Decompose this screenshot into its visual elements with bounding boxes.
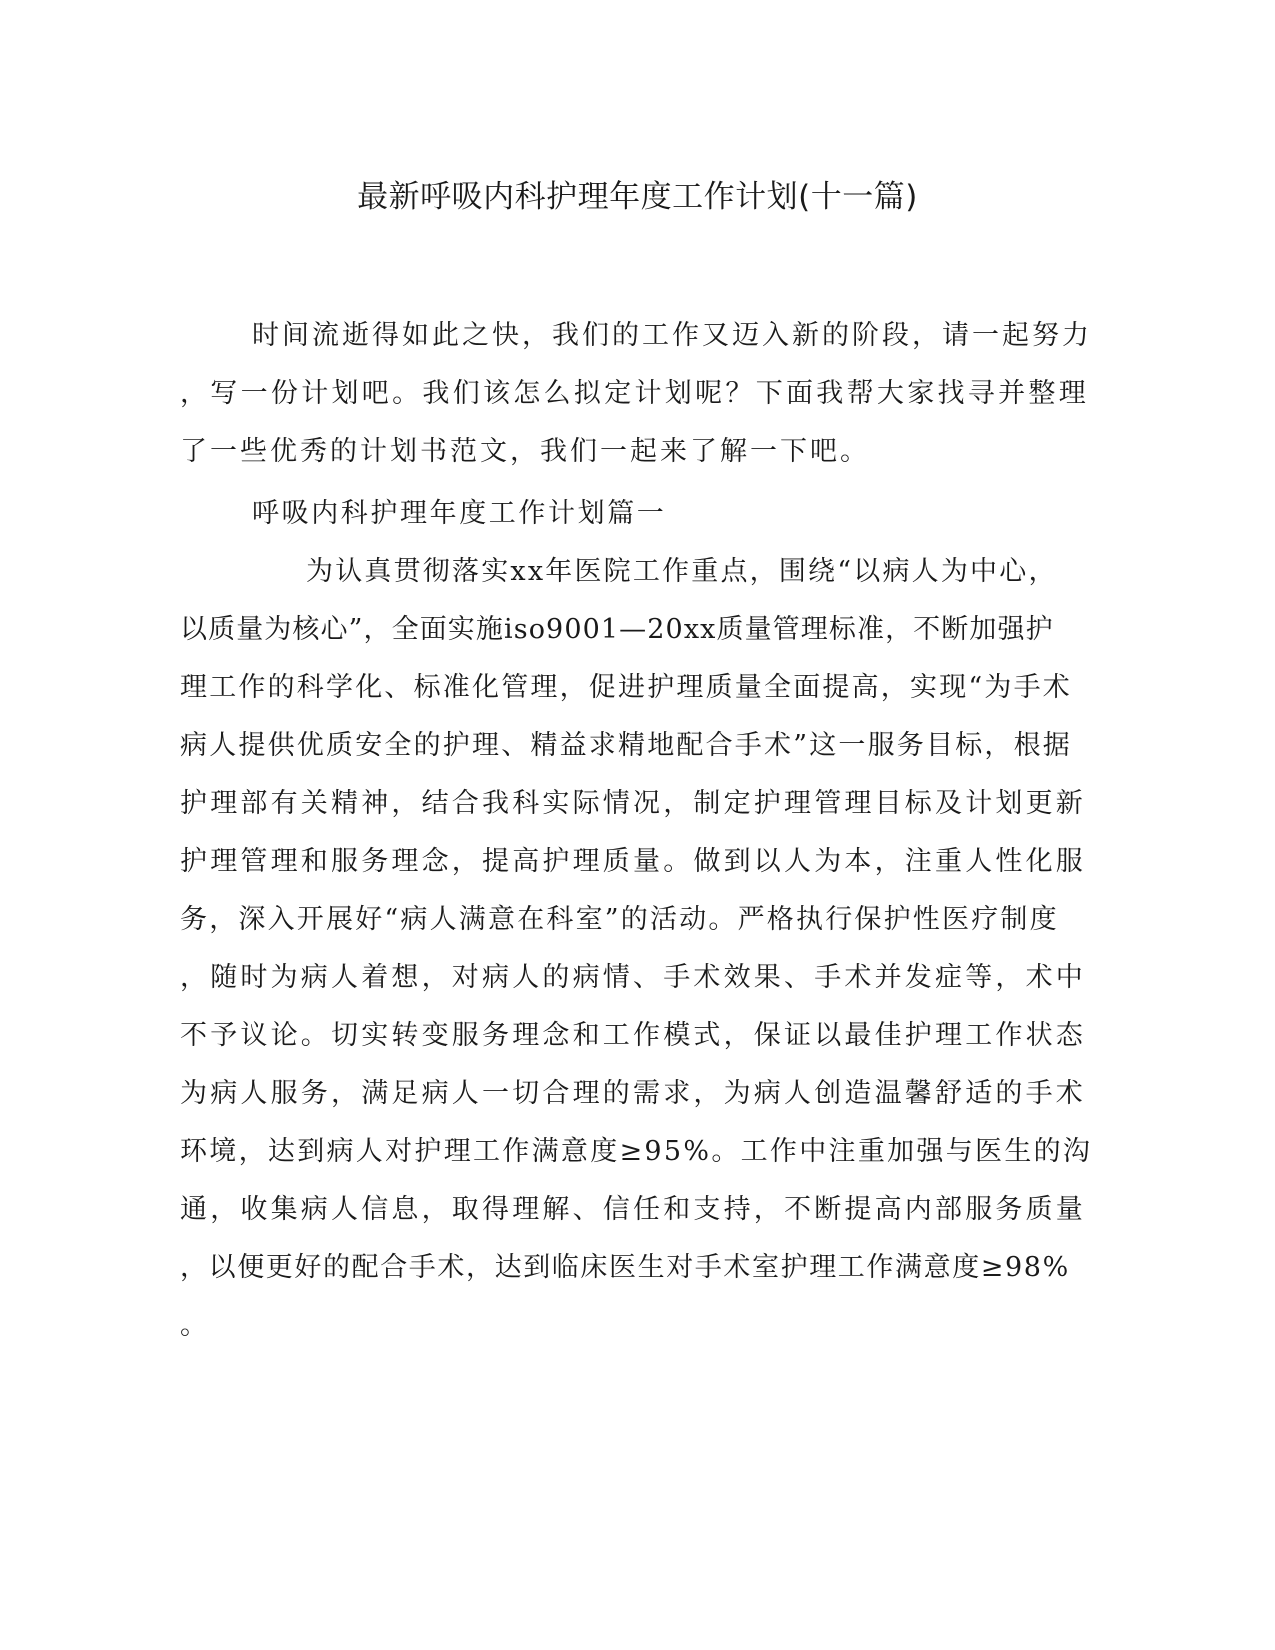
body-line: 理工作的科学化、标准化管理，促进护理质量全面提高，实现“为手术: [180, 672, 1073, 703]
body-line: 为病人服务，满足病人一切合理的需求，为病人创造温馨舒适的手术: [180, 1078, 1086, 1109]
intro-line: 时间流逝得如此之快，我们的工作又迈入新的阶段，请一起努力: [252, 320, 1092, 351]
body-line: 护理管理和服务理念，提高护理质量。做到以人为本，注重人性化服: [180, 846, 1086, 877]
body-line: 为认真贯彻落实xx年医院工作重点，围绕“以病人为中心，: [306, 556, 1058, 587]
body-line: 护理部有关精神，结合我科实际情况，制定护理管理目标及计划更新: [180, 788, 1086, 819]
body-line: 病人提供优质安全的护理、精益求精地配合手术”这一服务目标，根据: [180, 730, 1073, 761]
body-line: 不予议论。切实转变服务理念和工作模式，保证以最佳护理工作状态: [180, 1020, 1086, 1051]
intro-line: ，写一份计划吧。我们该怎么拟定计划呢？下面我帮大家找寻并整理: [180, 378, 1089, 409]
section-heading: 呼吸内科护理年度工作计划篇一: [252, 498, 667, 529]
body-line: ，随时为病人着想，对病人的病情、手术效果、手术并发症等，术中: [180, 962, 1086, 993]
document-title: 最新呼吸内科护理年度工作计划(十一篇): [357, 179, 918, 215]
body-line: 环境，达到病人对护理工作满意度≥95%。工作中注重加强与医生的沟: [180, 1136, 1093, 1167]
body-line: 。: [180, 1310, 207, 1341]
body-line: 通，收集病人信息，取得理解、信任和支持，不断提高内部服务质量: [180, 1194, 1086, 1225]
intro-line: 了一些优秀的计划书范文，我们一起来了解一下吧。: [180, 436, 870, 467]
body-line: 务，深入开展好“病人满意在科室”的活动。严格执行保护性医疗制度: [180, 904, 1059, 935]
body-line: ，以便更好的配合手术，达到临床医生对手术室护理工作满意度≥98%: [180, 1252, 1070, 1283]
body-line: 以质量为核心”，全面实施iso9001—20xx质量管理标准，不断加强护: [180, 614, 1054, 645]
